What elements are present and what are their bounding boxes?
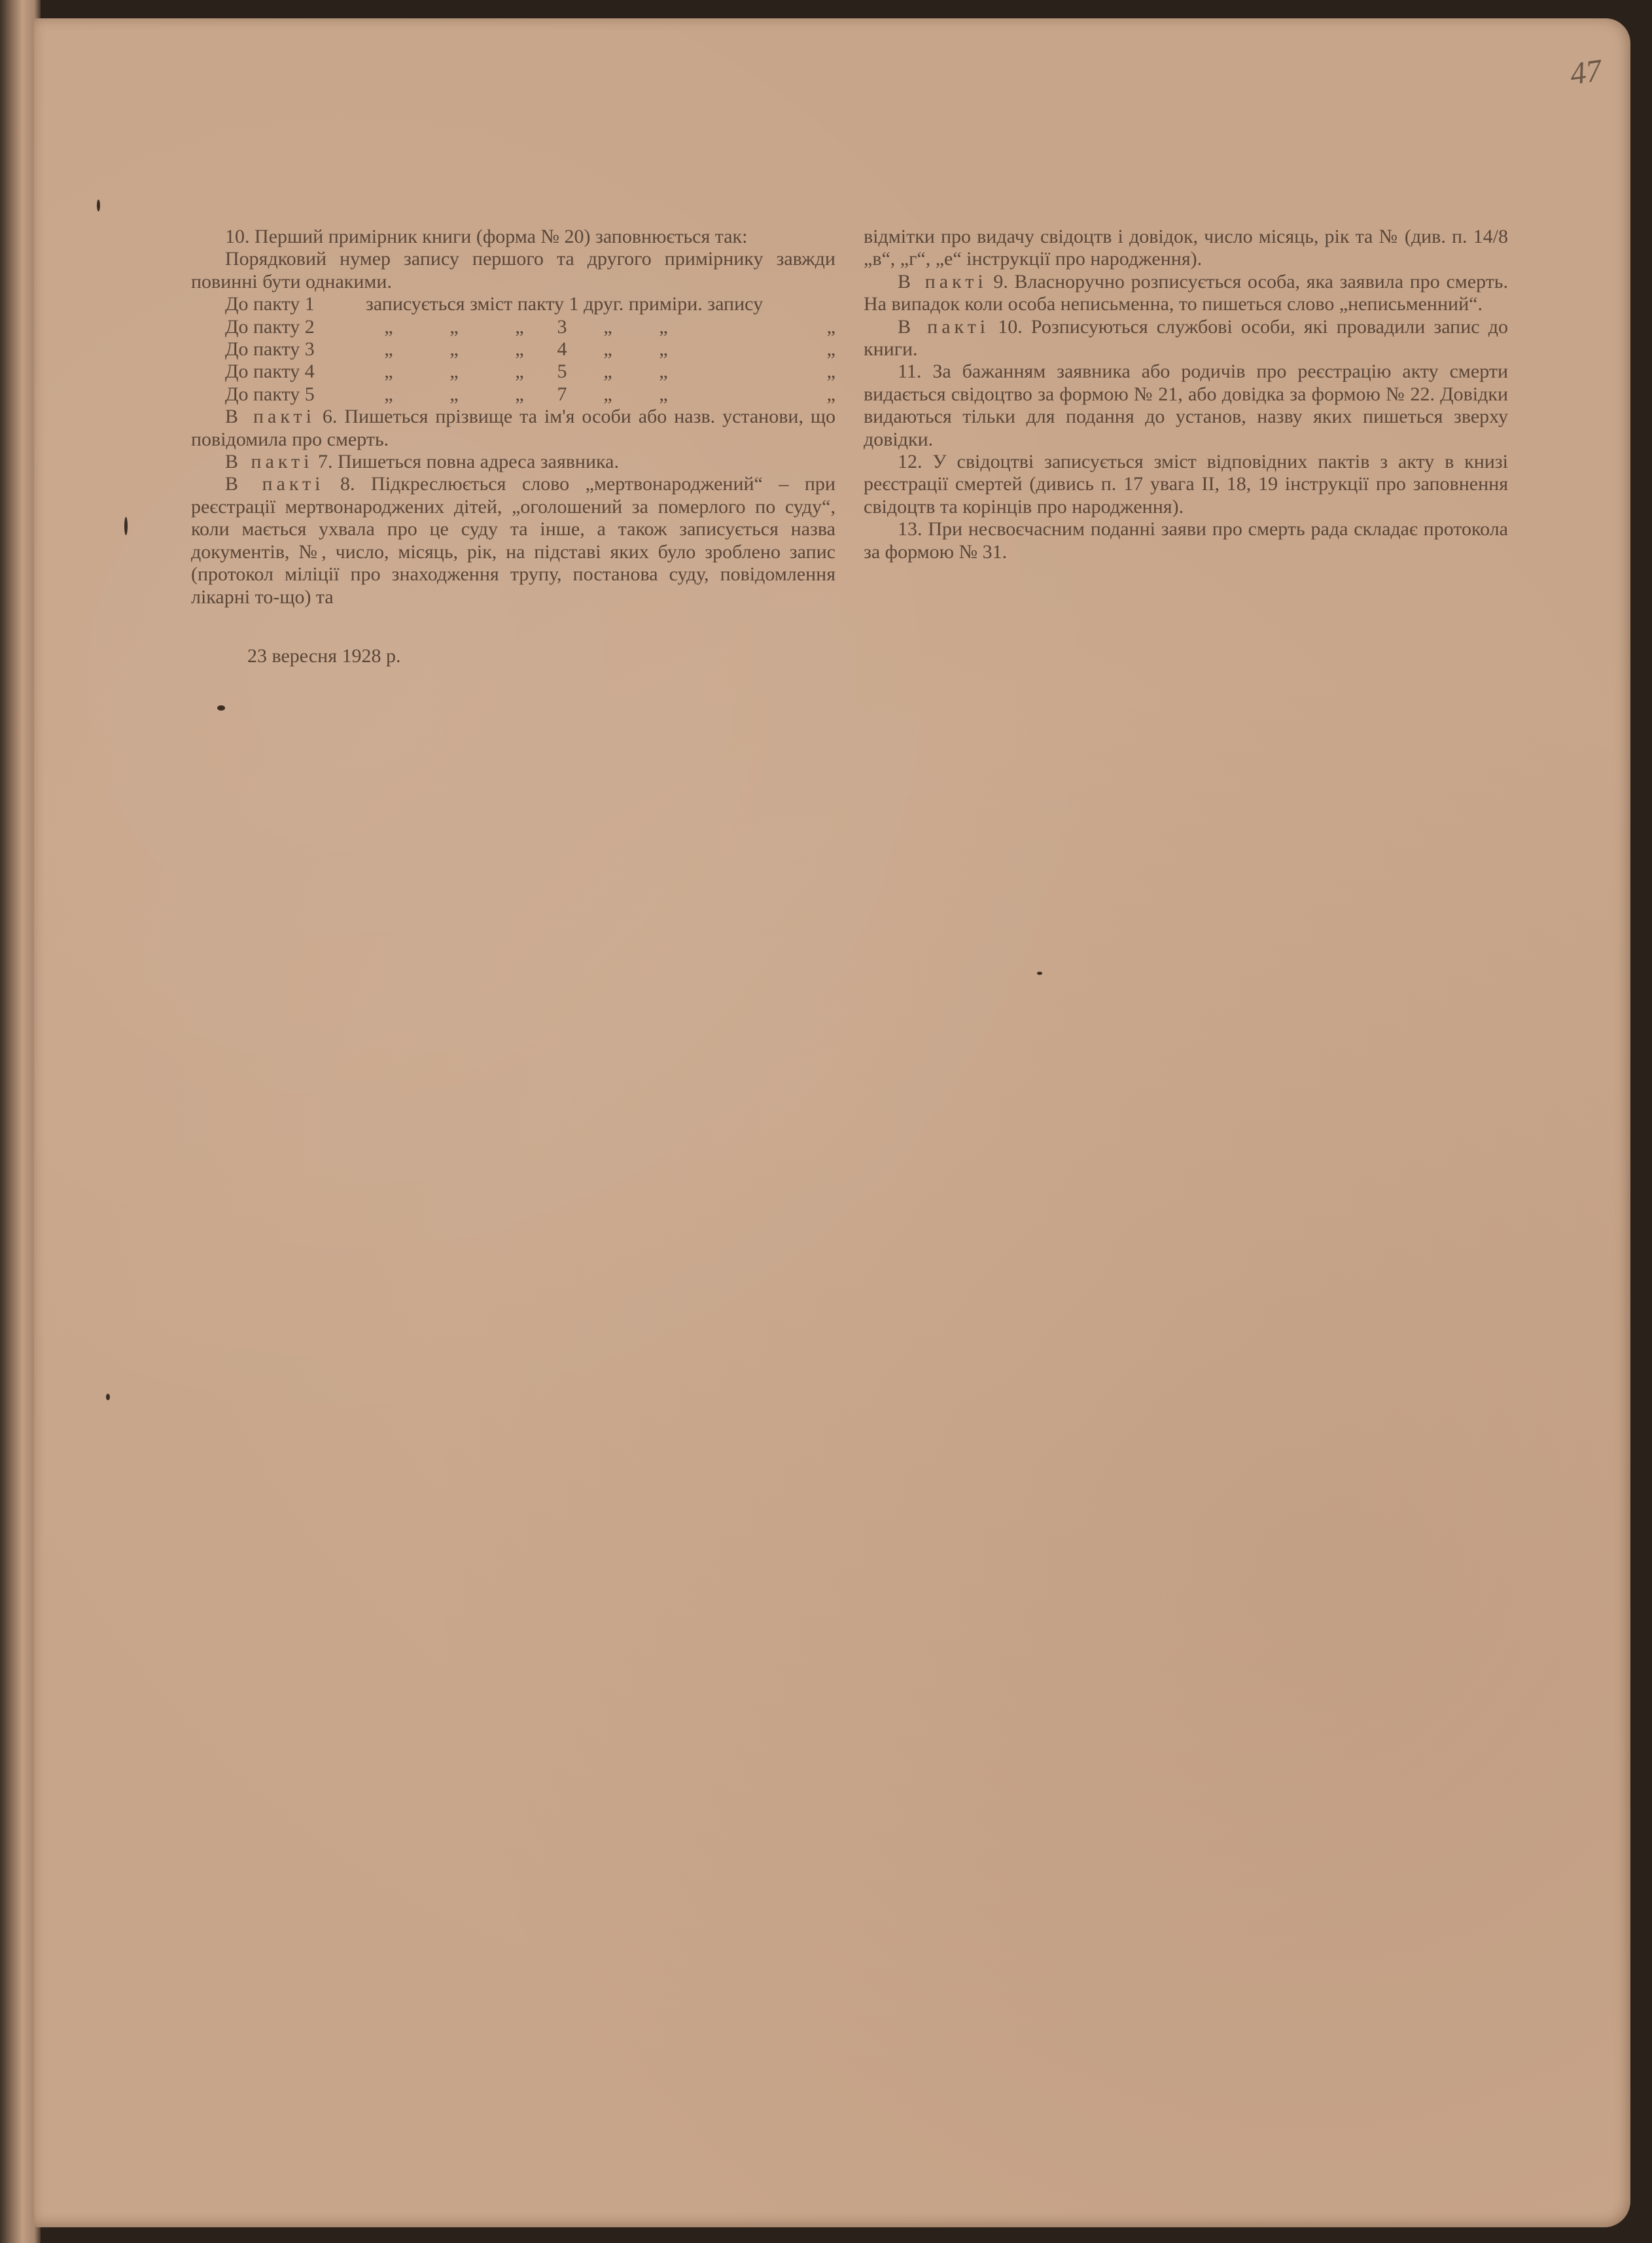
pact-label: В пакті (898, 270, 987, 292)
pact-8-paragraph (191, 473, 835, 608)
table-row (191, 361, 835, 383)
ditto-mark: „ (384, 383, 393, 405)
ditto-mark: „ (603, 383, 612, 405)
document-date: 23 вересня 1928 р. (247, 645, 401, 667)
pact-number: 7 (557, 383, 567, 405)
pact-text: 7. Пишеться повна адреса заявника. (318, 451, 619, 473)
pact-label: В пакті (898, 315, 990, 338)
ditto-mark: „ (826, 315, 835, 338)
pact-number: 4 (557, 338, 567, 361)
paper-speck (217, 705, 225, 711)
pact-label: До пакту 4 (225, 361, 315, 383)
pact-mapping-table (191, 293, 835, 406)
ditto-mark: „ (659, 315, 668, 338)
ditto-mark: „ (384, 315, 393, 338)
pact-label: До пакту 3 (225, 338, 315, 361)
pact-label: До пакту 1 (225, 293, 315, 315)
paper-speck (1037, 972, 1042, 975)
table-row (191, 293, 835, 315)
pact-7-paragraph (191, 451, 835, 473)
pact-label: В пакті (225, 406, 315, 428)
pact-description: записується зміст пакту 1 друг. приміри. запису (366, 293, 764, 315)
section-heading: 10. Перший примірник книги (форма № 20) заповнюється так: (225, 226, 748, 247)
right-column (864, 226, 1508, 563)
section-13-paragraph: 13. При несвоєчасним поданні заяви про смерть рада складає протокола за формою № 31. (864, 518, 1508, 563)
table-row (191, 316, 835, 338)
paper-speck (124, 517, 128, 535)
left-column (191, 226, 835, 609)
ditto-mark: „ (826, 383, 835, 405)
section-12-paragraph: 12. У свідоцтві записується зміст відповідних пактів з акту в книзі реєстрації смертей (дивись п. 17 увага II, 18, 19 інструкції про заповнення свідоцтв та корінців про народження). (864, 451, 1508, 518)
ditto-mark: „ (659, 338, 668, 361)
table-row (191, 338, 835, 361)
pact-label: В пакті (225, 473, 325, 495)
pact-label: До пакту 2 (225, 315, 315, 338)
section-11-paragraph: 11. За бажанням заявника або родичів про реєстрацію акту смерти видається свідоцтво за формою № 21, або довідка за формою № 22. Довідки видаються тільки для подання до установ, назву яких пишеться зверху довідки. (864, 361, 1508, 450)
ditto-mark: „ (449, 338, 459, 361)
pact-label: В пакті (225, 451, 313, 473)
ditto-mark: „ (515, 338, 524, 361)
continuation-paragraph: відмітки про видачу свідоцтв і довідок, число місяць, рік та № (див. п. 14/8 „в“, „г“, „е“ інструкції про народження). (864, 226, 1508, 270)
table-row (191, 383, 835, 406)
ditto-mark: „ (449, 315, 459, 338)
ditto-mark: „ (826, 361, 835, 383)
pact-number: 3 (557, 315, 567, 338)
ditto-mark: „ (515, 315, 524, 338)
ditto-mark: „ (659, 361, 668, 383)
pact-6-paragraph (191, 406, 835, 451)
pact-text: 8. Підкреслюється слово „мертвонароджений“ – при реєстрації мертвонароджених дітей, „оголошений за померлого по суду“, коли мається ухвала про це суду та інше, а також записується назва документів, №, число, місяць, рік, на підставі яких було зроблено запис (протокол міліції про знаходження трупу, постанова суду, повідомлення лікарні то-що) та (191, 473, 835, 608)
pact-text: 10. Розписуються службові особи, які провадили запис до книги. (864, 315, 1508, 361)
pact-text: 6. Пишеться прізвище та ім'я особи або назв. установи, що повідомила про смерть. (191, 406, 835, 450)
pact-10-paragraph (864, 316, 1508, 361)
ditto-mark: „ (384, 338, 393, 361)
ditto-mark: „ (449, 383, 459, 405)
ditto-mark: „ (603, 315, 612, 338)
ditto-mark: „ (659, 383, 668, 405)
paper-speck (106, 1394, 110, 1400)
pact-label: До пакту 5 (225, 383, 315, 405)
ditto-mark: „ (449, 361, 459, 383)
ditto-mark: „ (515, 383, 524, 405)
paper-speck (97, 200, 100, 211)
ditto-mark: „ (384, 361, 393, 383)
pact-9-paragraph (864, 271, 1508, 316)
pact-number: 5 (557, 361, 567, 383)
intro-paragraph: Порядковий нумер запису першого та другого примірнику завжди повинні бути однакими. (191, 248, 835, 292)
pact-text: 9. Власноручно розписується особа, яка заявила про смерть. На випадок коли особа неписьменна, то пишеться слово „неписьменний“. (864, 270, 1508, 315)
ditto-mark: „ (515, 361, 524, 383)
ditto-mark: „ (826, 338, 835, 361)
ditto-mark: „ (603, 361, 612, 383)
page-number: 47 (1568, 52, 1604, 92)
ditto-mark: „ (603, 338, 612, 361)
